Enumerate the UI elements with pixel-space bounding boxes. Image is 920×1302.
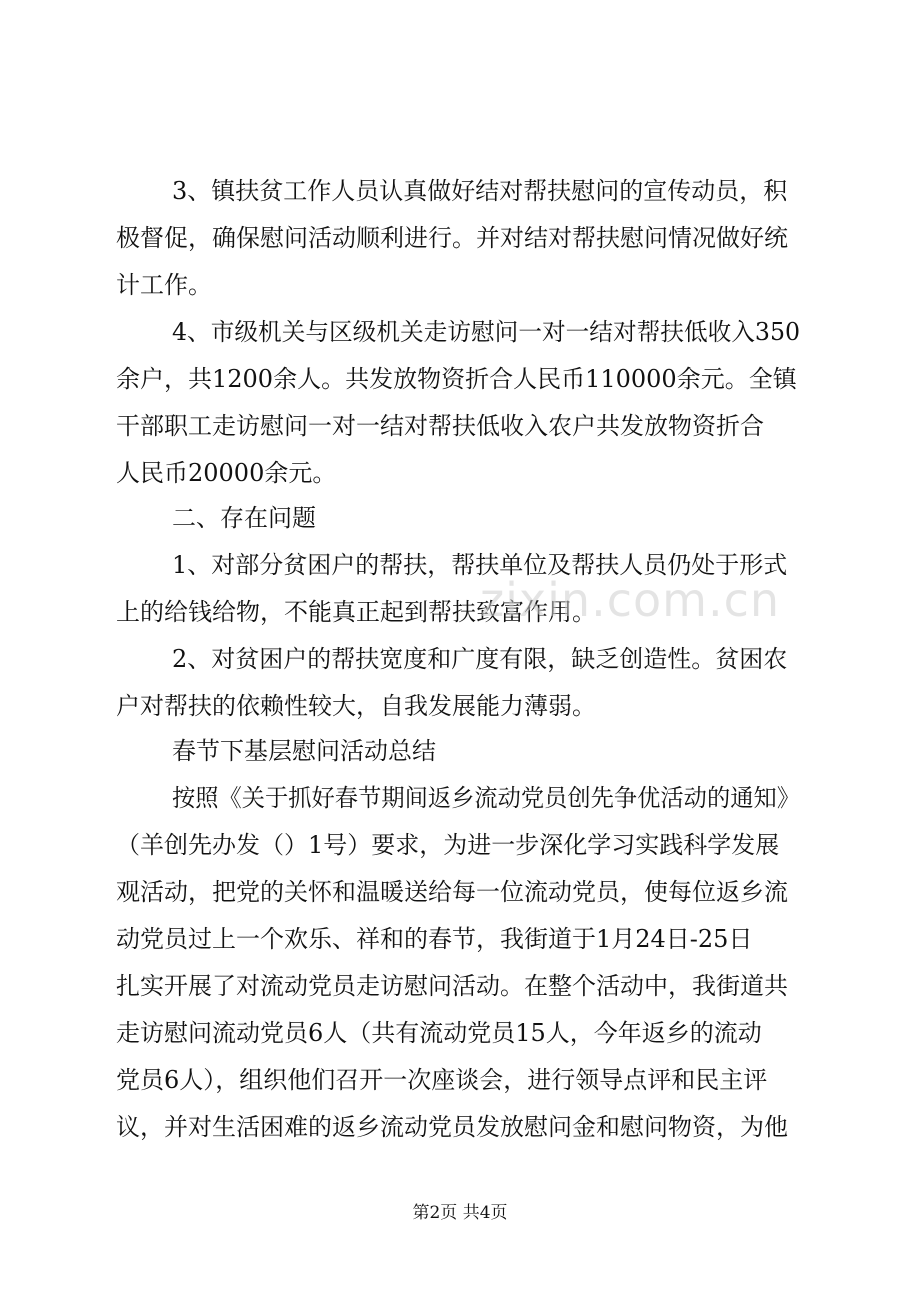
paragraph-line: 2、对贫困户的帮扶宽度和广度有限，缺乏创造性。贫困农 xyxy=(172,645,788,673)
paragraph-line: 动党员过上一个欢乐、祥和的春节，我街道于1月24日-25日 xyxy=(116,925,753,953)
watermark: zixin.com.cn xyxy=(480,573,781,627)
page-number: 第2页 共4页 xyxy=(412,1203,508,1223)
paragraph-line: 议，并对生活困难的返乡流动党员发放慰问金和慰问物资，为他 xyxy=(116,1113,788,1141)
paragraph-line: （羊创先办发（）1号）要求，为进一步深化学习实践科学发展 xyxy=(116,831,780,859)
paragraph-line: 极督促，确保慰问活动顺利进行。并对结对帮扶慰问情况做好统 xyxy=(116,224,788,252)
paragraph-line: 按照《关于抓好春节期间返乡流动党员创先争优活动的通知》 xyxy=(172,784,800,812)
section-heading: 二、存在问题 xyxy=(172,504,316,532)
paragraph-line: 上的给钱给物，不能真正起到帮扶致富作用。 xyxy=(116,598,596,626)
paragraph-line: 4、市级机关与区级机关走访慰问一对一结对帮扶低收入350 xyxy=(172,318,801,346)
paragraph-line: 党员6人），组织他们召开一次座谈会，进行领导点评和民主评 xyxy=(116,1066,768,1094)
paragraph-line: 计工作。 xyxy=(116,271,212,299)
paragraph-line: 观活动，把党的关怀和温暖送给每一位流动党员，使每位返乡流 xyxy=(116,878,788,906)
paragraph-line: 3、镇扶贫工作人员认真做好结对帮扶慰问的宣传动员，积 xyxy=(172,177,788,205)
paragraph-line: 余户，共1200余人。共发放物资折合人民币110000余元。全镇 xyxy=(116,365,797,393)
paragraph-line: 户对帮扶的依赖性较大，自我发展能力薄弱。 xyxy=(116,692,596,720)
paragraph-line: 扎实开展了对流动党员走访慰问活动。在整个活动中，我街道共 xyxy=(116,972,788,1000)
paragraph-line: 走访慰问流动党员6人（共有流动党员15人，今年返乡的流动 xyxy=(116,1019,762,1047)
paragraph-line: 人民币20000余元。 xyxy=(116,459,337,487)
paragraph-line: 干部职工走访慰问一对一结对帮扶低收入农户共发放物资折合 xyxy=(116,412,764,440)
article-title: 春节下基层慰问活动总结 xyxy=(172,737,436,765)
paragraph-line: 1、对部分贫困户的帮扶，帮扶单位及帮扶人员仍处于形式 xyxy=(172,551,788,579)
